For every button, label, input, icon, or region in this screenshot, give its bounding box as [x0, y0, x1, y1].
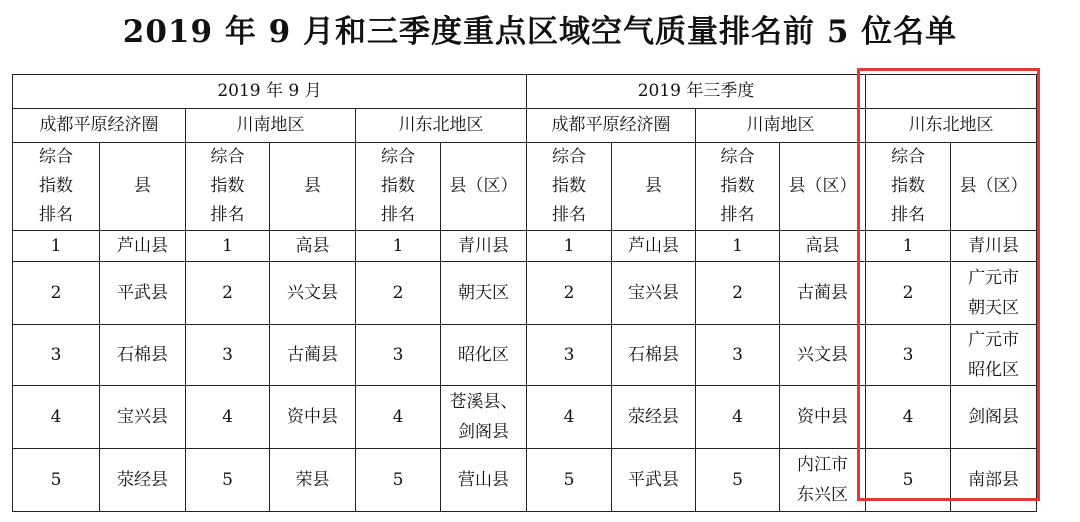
cell-line: 古蔺县 [287, 345, 338, 365]
cell-line: 剑阁县 [458, 422, 509, 442]
county-cell [270, 262, 356, 325]
cell-line: 营山县 [458, 470, 509, 490]
rank-cell [696, 262, 780, 325]
period-header-row [13, 75, 1037, 109]
table-row [13, 449, 1037, 512]
rank-cell [356, 325, 441, 386]
county-cell [441, 386, 527, 449]
county-cell [780, 262, 866, 325]
cell-line: 5 [222, 470, 233, 490]
cell-line: 昭化区 [968, 360, 1020, 380]
county-cell [612, 231, 696, 262]
cell-line: 2 [563, 283, 575, 303]
ranking-table [12, 74, 1037, 512]
rank-header-line: 指数 [381, 176, 415, 196]
county-cell [270, 386, 356, 449]
cell-line: 荣县 [295, 470, 330, 490]
rank-header-line: 综合 [552, 147, 587, 167]
rank-cell [356, 449, 441, 512]
rank-cell [527, 325, 612, 386]
county-cell [612, 449, 696, 512]
rank-column-header [696, 143, 780, 231]
cell-line: 朝天区 [458, 283, 509, 303]
cell-line: 宝兴县 [117, 407, 168, 427]
cell-line: 4 [222, 407, 233, 427]
cell-line: 1 [50, 236, 62, 256]
county-column-header: 县（区） [441, 143, 527, 231]
period-header-q3: 2019 年三季度 [527, 75, 866, 109]
cell-line: 古蔺县 [797, 283, 849, 303]
county-cell [951, 449, 1037, 512]
cell-line: 青川县 [968, 236, 1020, 256]
cell-line: 石棉县 [628, 345, 680, 365]
cell-line: 5 [732, 470, 743, 490]
county-column-header: 县 [100, 143, 186, 231]
cell-line: 资中县 [797, 407, 849, 427]
rank-column-header [527, 143, 612, 231]
cell-line: 资中县 [287, 407, 338, 427]
rank-cell [696, 325, 780, 386]
rank-header-line: 综合 [210, 147, 245, 167]
period-header-q3-extra [866, 75, 1037, 109]
rank-header-line: 指数 [210, 176, 245, 196]
rank-header-line: 指数 [552, 176, 587, 196]
county-cell [441, 325, 527, 386]
cell-line: 内江市 [797, 455, 849, 475]
cell-line: 朝天区 [968, 298, 1020, 318]
cell-line: 2 [222, 283, 233, 303]
cell-line: 3 [392, 345, 404, 365]
county-cell [951, 262, 1037, 325]
cell-line: 5 [902, 470, 914, 490]
rank-cell [186, 231, 270, 262]
county-cell [100, 231, 186, 262]
rank-column-header [866, 143, 951, 231]
region-header-row [13, 109, 1037, 143]
rank-header-line: 指数 [720, 176, 755, 196]
rank-header-line: 排名 [720, 205, 755, 225]
county-cell [612, 325, 696, 386]
cell-line: 4 [392, 407, 404, 427]
rank-cell [186, 449, 270, 512]
rank-cell [356, 262, 441, 325]
rank-column-header [186, 143, 270, 231]
cell-line: 荥经县 [628, 407, 680, 427]
cell-line: 2 [732, 283, 743, 303]
county-column-header: 县 [270, 143, 356, 231]
cell-line: 芦山县 [117, 236, 168, 256]
cell-line: 3 [50, 345, 62, 365]
cell-line: 5 [50, 470, 62, 490]
county-cell [951, 231, 1037, 262]
cell-line: 4 [902, 407, 914, 427]
cell-line: 2 [392, 283, 404, 303]
cell-line: 4 [732, 407, 743, 427]
cell-line: 1 [902, 236, 914, 256]
rank-header-line: 指数 [891, 176, 926, 196]
rank-header-line: 排名 [210, 205, 245, 225]
rank-cell [866, 262, 951, 325]
rank-cell [13, 386, 100, 449]
rank-header-line: 指数 [39, 176, 73, 196]
rank-cell [696, 231, 780, 262]
cell-line: 5 [563, 470, 575, 490]
cell-line: 兴文县 [797, 345, 849, 365]
cell-line: 3 [222, 345, 233, 365]
county-cell [951, 386, 1037, 449]
county-cell [100, 325, 186, 386]
county-cell [100, 449, 186, 512]
cell-line: 平武县 [628, 470, 680, 490]
rank-cell [527, 386, 612, 449]
rank-column-header [356, 143, 441, 231]
cell-line: 南部县 [968, 470, 1020, 490]
county-cell [270, 231, 356, 262]
rank-header-line: 排名 [552, 205, 587, 225]
table-row [13, 386, 1037, 449]
cell-line: 东兴区 [797, 485, 849, 505]
rank-cell [866, 325, 951, 386]
rank-header-line: 综合 [891, 147, 926, 167]
cell-line: 芦山县 [628, 236, 680, 256]
region-header: 川南地区 [696, 109, 866, 143]
rank-cell [866, 449, 951, 512]
cell-line: 1 [392, 236, 404, 256]
cell-line: 3 [563, 345, 575, 365]
rank-cell [13, 325, 100, 386]
cell-line: 5 [392, 470, 404, 490]
rank-cell [13, 231, 100, 262]
cell-line: 2 [50, 283, 62, 303]
county-cell [951, 325, 1037, 386]
region-header: 川东北地区 [866, 109, 1037, 143]
rank-header-line: 排名 [891, 205, 926, 225]
rank-cell [186, 386, 270, 449]
rank-cell [866, 386, 951, 449]
region-header: 成都平原经济圈 [13, 109, 186, 143]
county-cell [270, 449, 356, 512]
cell-line: 3 [732, 345, 743, 365]
table-row [13, 262, 1037, 325]
cell-line: 3 [902, 345, 914, 365]
rank-cell [527, 262, 612, 325]
county-cell [612, 386, 696, 449]
cell-line: 1 [732, 236, 743, 256]
rank-cell [527, 449, 612, 512]
column-header-row [13, 143, 1037, 231]
rank-cell [356, 386, 441, 449]
region-header: 成都平原经济圈 [527, 109, 696, 143]
cell-line: 剑阁县 [968, 407, 1020, 427]
region-header: 川东北地区 [356, 109, 527, 143]
rank-cell [186, 262, 270, 325]
rank-header-line: 综合 [381, 147, 415, 167]
cell-line: 宝兴县 [628, 283, 680, 303]
cell-line: 昭化区 [458, 345, 509, 365]
county-column-header: 县（区） [780, 143, 866, 231]
rank-header-line: 排名 [39, 205, 73, 225]
county-column-header: 县（区） [951, 143, 1037, 231]
rank-cell [356, 231, 441, 262]
county-cell [612, 262, 696, 325]
cell-line: 4 [563, 407, 575, 427]
rank-cell [696, 449, 780, 512]
cell-line: 广元市 [968, 268, 1020, 288]
county-cell [780, 325, 866, 386]
cell-line: 广元市 [968, 330, 1020, 350]
page-title: 2019 年 9 月和三季度重点区域空气质量排名前 5 位名单 [122, 14, 958, 50]
rank-cell [13, 262, 100, 325]
rank-cell [866, 231, 951, 262]
county-cell [780, 231, 866, 262]
county-column-header: 县 [612, 143, 696, 231]
cell-line: 1 [222, 236, 233, 256]
county-cell [780, 386, 866, 449]
table-row [13, 231, 1037, 262]
rank-cell [696, 386, 780, 449]
cell-line: 1 [563, 236, 575, 256]
region-header: 川南地区 [186, 109, 356, 143]
cell-line: 平武县 [117, 283, 168, 303]
cell-line: 高县 [295, 236, 330, 256]
cell-line: 荥经县 [117, 470, 168, 490]
rank-column-header [13, 143, 100, 231]
rank-cell [13, 449, 100, 512]
county-cell [441, 231, 527, 262]
rank-header-line: 综合 [39, 147, 73, 167]
cell-line: 高县 [805, 236, 840, 256]
county-cell [270, 325, 356, 386]
table-row [13, 325, 1037, 386]
cell-line: 2 [902, 283, 914, 303]
cell-line: 兴文县 [287, 283, 338, 303]
cell-line: 石棉县 [117, 345, 168, 365]
rank-header-line: 综合 [720, 147, 755, 167]
rank-cell [527, 231, 612, 262]
county-cell [441, 262, 527, 325]
cell-line: 青川县 [458, 236, 509, 256]
period-header-sept: 2019 年 9 月 [13, 75, 527, 109]
cell-line: 4 [50, 407, 62, 427]
county-cell [780, 449, 866, 512]
county-cell [100, 386, 186, 449]
rank-header-line: 排名 [381, 205, 415, 225]
county-cell [441, 449, 527, 512]
rank-cell [186, 325, 270, 386]
county-cell [100, 262, 186, 325]
cell-line: 苍溪县、 [449, 392, 518, 412]
